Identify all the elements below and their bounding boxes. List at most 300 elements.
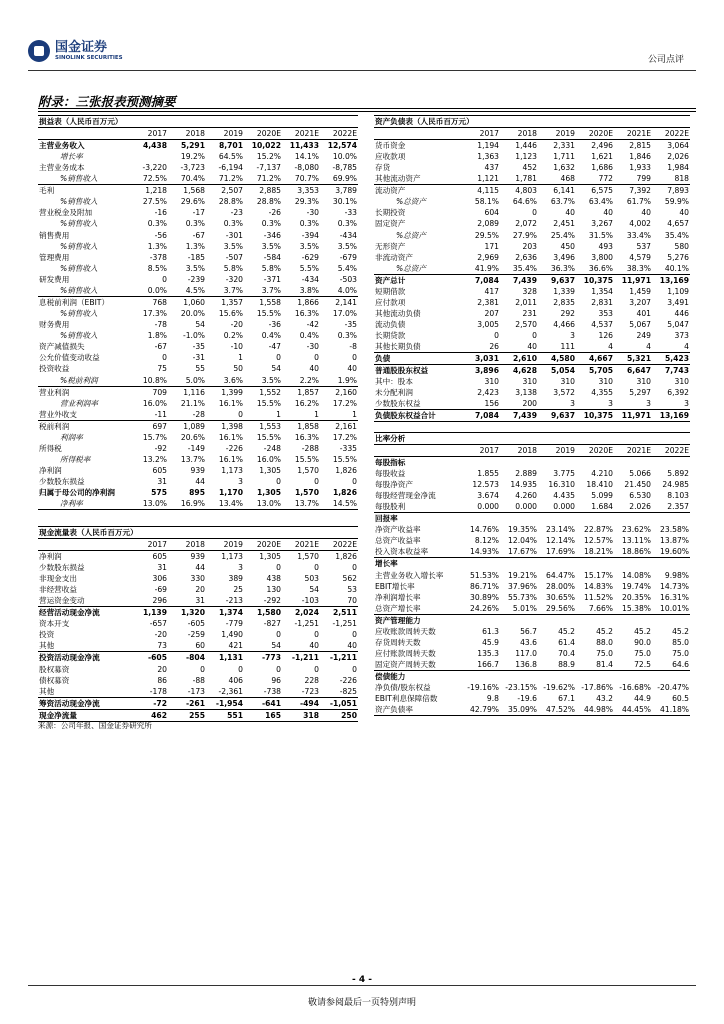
- year-header-spacer: [374, 445, 462, 457]
- value-cell: -779: [225, 619, 243, 629]
- row-label: 投入资本收益率: [375, 547, 429, 557]
- value-cell: 1,173: [221, 465, 243, 475]
- table-row: [38, 386, 358, 398]
- value-cell: 0: [314, 630, 319, 640]
- value-cell: -30: [306, 208, 319, 218]
- value-cell: 3.775: [553, 469, 575, 479]
- value-cell: 0: [276, 563, 281, 573]
- value-cell: [538, 614, 576, 626]
- year-header: 2017: [130, 128, 168, 140]
- value-cell: 0: [238, 664, 243, 674]
- value-cell: 136.8: [515, 660, 537, 670]
- value-cell: 24.985: [662, 480, 689, 490]
- value-cell: 23.58%: [660, 525, 689, 535]
- value-cell: -92: [154, 443, 167, 453]
- table-row: [374, 319, 690, 330]
- table-row: [374, 501, 690, 513]
- page-number: - 4 -: [352, 975, 372, 985]
- value-cell: 605: [152, 465, 167, 475]
- value-cell: 1,121: [477, 174, 499, 184]
- value-cell: 4.260: [515, 491, 537, 501]
- table-title: 比率分析: [374, 433, 462, 445]
- value-cell: 17.69%: [546, 547, 575, 557]
- value-cell: 15.5%: [332, 454, 357, 464]
- row-label: 净资产收益率: [375, 525, 421, 535]
- value-cell: -641: [244, 697, 282, 709]
- value-cell: 1.3%: [185, 241, 205, 251]
- value-cell: 310: [674, 377, 689, 387]
- value-cell: 0.3%: [299, 219, 319, 229]
- value-cell: 1,570: [294, 488, 319, 498]
- value-cell: 3,896: [462, 365, 500, 377]
- value-cell: 31: [157, 477, 167, 487]
- value-cell: 9.98%: [664, 570, 689, 580]
- value-cell: 18.86%: [622, 547, 651, 557]
- value-cell: -78: [154, 320, 167, 330]
- value-cell: 36.6%: [588, 263, 613, 273]
- value-cell: 1,570: [297, 552, 319, 561]
- value-cell: -629: [301, 252, 319, 262]
- value-cell: 67.1: [558, 694, 575, 704]
- value-cell: 406: [228, 675, 243, 685]
- value-cell: 4,466: [553, 320, 575, 330]
- row-label: 每股股利: [375, 502, 406, 512]
- value-cell: 37.96%: [508, 581, 537, 591]
- year-header: 2020E: [244, 128, 282, 140]
- value-cell: [576, 614, 614, 626]
- row-label: 所得税: [39, 443, 62, 453]
- value-cell: 27.9%: [512, 230, 537, 240]
- value-cell: 5,297: [629, 388, 651, 398]
- value-cell: 2.889: [515, 469, 537, 479]
- value-cell: 86.71%: [470, 581, 499, 591]
- value-cell: 11,971: [614, 410, 652, 422]
- row-label: 流动负债: [375, 320, 406, 330]
- value-cell: 1,305: [256, 488, 281, 498]
- value-cell: -679: [339, 252, 357, 262]
- value-cell: 13.0%: [244, 498, 282, 510]
- value-cell: 3.8%: [299, 285, 319, 295]
- value-cell: 5.066: [629, 469, 651, 479]
- table-row: [38, 398, 358, 409]
- value-cell: 90.0: [634, 637, 651, 647]
- value-cell: 27.5%: [142, 197, 167, 207]
- value-cell: 45.2: [634, 626, 651, 636]
- table-row: [38, 207, 358, 218]
- table-row: [38, 595, 358, 607]
- value-cell: 22.87%: [584, 525, 613, 535]
- value-cell: 1,553: [244, 420, 282, 432]
- value-cell: 12,574: [327, 141, 357, 150]
- row-label: 公允价值变动收益: [39, 353, 100, 363]
- table-row: [38, 686, 358, 698]
- value-cell: 64.5%: [218, 152, 243, 162]
- value-cell: -827: [263, 619, 281, 629]
- table-row: [38, 432, 358, 443]
- table-row: [374, 162, 690, 173]
- value-cell: 0.3%: [223, 219, 243, 229]
- table-row: [38, 420, 358, 432]
- value-cell: 166.7: [477, 660, 499, 670]
- value-cell: -773: [244, 652, 282, 664]
- table-row: [374, 614, 690, 626]
- value-cell: 1,060: [168, 296, 206, 308]
- value-cell: 562: [342, 574, 357, 584]
- value-cell: 45.2: [558, 626, 575, 636]
- value-cell: 16.1%: [218, 454, 243, 464]
- table-row: [38, 498, 358, 510]
- table-row: [374, 365, 690, 377]
- value-cell: 45.2: [672, 626, 689, 636]
- value-cell: 15.17%: [584, 570, 613, 580]
- row-label: 利润率: [60, 432, 83, 442]
- value-cell: 14.83%: [584, 581, 613, 591]
- footer-divider: [28, 985, 696, 986]
- value-cell: 1,218: [130, 185, 168, 197]
- value-cell: 2,451: [553, 219, 575, 229]
- value-cell: 14.76%: [470, 525, 499, 535]
- value-cell: 2,423: [477, 388, 499, 398]
- table-row: [374, 659, 690, 671]
- value-cell: 15.6%: [218, 308, 243, 318]
- value-cell: -825: [339, 686, 357, 696]
- value-cell: 1,866: [282, 296, 320, 308]
- value-cell: 64.47%: [546, 570, 575, 580]
- value-cell: -36: [268, 320, 281, 330]
- year-header: 2020E: [576, 445, 614, 457]
- value-cell: 604: [484, 208, 499, 218]
- value-cell: 69.9%: [332, 174, 357, 184]
- value-cell: 1,858: [282, 420, 320, 432]
- value-cell: 939: [190, 465, 205, 475]
- document-type: 公司点评: [647, 55, 684, 65]
- value-cell: -16.68%: [619, 683, 651, 693]
- header-cell: [652, 433, 690, 445]
- value-cell: 3,005: [477, 320, 499, 330]
- table-row: [374, 479, 690, 490]
- row-label: 长期贷款: [375, 331, 406, 341]
- year-header: 2019: [206, 128, 244, 140]
- value-cell: [576, 671, 614, 683]
- value-cell: 21.1%: [180, 398, 205, 408]
- year-header: 2018: [168, 539, 206, 551]
- value-cell: 1.684: [591, 502, 613, 512]
- value-cell: 64.6%: [512, 197, 537, 207]
- table-row: [374, 229, 690, 240]
- value-cell: 75: [157, 364, 167, 374]
- value-cell: 41.18%: [652, 704, 690, 716]
- value-cell: 3,789: [320, 185, 358, 197]
- table-row: [374, 490, 690, 501]
- table-row: [374, 308, 690, 319]
- row-label: 每股净资产: [375, 480, 413, 490]
- row-label: 研发费用: [39, 274, 70, 284]
- value-cell: 3.7%: [223, 285, 243, 295]
- value-cell: -28: [192, 409, 205, 419]
- table-row: [374, 569, 690, 580]
- value-cell: 5,705: [576, 365, 614, 377]
- value-cell: 1,399: [206, 386, 244, 398]
- value-cell: 2,570: [515, 320, 537, 330]
- value-cell: -67: [192, 230, 205, 240]
- value-cell: 14.935: [510, 480, 537, 490]
- value-cell: 5,291: [180, 141, 205, 150]
- value-cell: 16.1%: [218, 432, 243, 442]
- row-label: 少数股东权益: [375, 399, 421, 409]
- value-cell: 63.4%: [588, 197, 613, 207]
- value-cell: 7,743: [652, 365, 690, 377]
- row-label: 经营活动现金净流: [38, 607, 130, 619]
- value-cell: 0: [314, 563, 319, 573]
- value-cell: 799: [636, 174, 651, 184]
- value-cell: 75.0: [596, 648, 613, 658]
- row-label: %税前利润: [60, 375, 98, 385]
- value-cell: [614, 671, 652, 683]
- value-cell: 10,375: [576, 274, 614, 286]
- row-label: 应收款项: [375, 152, 406, 162]
- value-cell: -8: [349, 342, 357, 352]
- section-title: 附录：三张报表预测摘要: [38, 94, 176, 109]
- value-cell: 171: [484, 241, 499, 251]
- brand-name-cn: 国金证券: [55, 40, 108, 55]
- value-cell: 2,496: [591, 141, 613, 150]
- value-cell: 0: [532, 331, 537, 341]
- value-cell: -3,723: [180, 163, 205, 173]
- value-cell: 255: [168, 709, 206, 721]
- table-row: [38, 487, 358, 498]
- value-cell: 818: [674, 174, 689, 184]
- value-cell: 11.52%: [584, 592, 613, 602]
- value-cell: 56.7: [520, 626, 537, 636]
- value-cell: 40: [309, 364, 319, 374]
- value-cell: 4: [608, 342, 613, 352]
- table-row: [374, 704, 690, 716]
- value-cell: 310: [484, 377, 499, 387]
- value-cell: 1,686: [591, 163, 613, 173]
- value-cell: 3.7%: [261, 285, 281, 295]
- value-cell: 5.0%: [185, 375, 205, 385]
- value-cell: 85.0: [672, 637, 689, 647]
- value-cell: 60.5: [672, 694, 689, 704]
- value-cell: 64.6: [672, 660, 689, 670]
- header-cell: [538, 433, 576, 445]
- table-row: [374, 185, 690, 197]
- value-cell: 4: [684, 342, 689, 352]
- value-cell: 2,507: [206, 185, 244, 197]
- table-row: [374, 671, 690, 683]
- value-cell: 16.0%: [256, 454, 281, 464]
- value-cell: 3,267: [591, 219, 613, 229]
- value-cell: 126: [598, 331, 613, 341]
- value-cell: 1,857: [282, 386, 320, 398]
- value-cell: -239: [187, 274, 205, 284]
- value-cell: 1: [276, 409, 281, 419]
- value-cell: 1,320: [168, 607, 206, 619]
- value-cell: 35.4%: [664, 230, 689, 240]
- header-cell: [500, 116, 538, 128]
- year-header-spacer: [38, 128, 130, 140]
- value-cell: -8,785: [332, 163, 357, 173]
- value-cell: 203: [522, 241, 537, 251]
- value-cell: 1.855: [477, 469, 499, 479]
- title-rule: [38, 111, 696, 112]
- value-cell: 3: [684, 399, 689, 409]
- row-label: 其他流动资产: [375, 174, 421, 184]
- table-row: [38, 252, 358, 263]
- value-cell: 1,131: [206, 652, 244, 664]
- brand-name-en: SINOLINK SECURITIES: [55, 55, 123, 61]
- value-cell: [538, 558, 576, 570]
- row-label: 投资活动现金净流: [38, 652, 130, 664]
- value-cell: 28.00%: [546, 581, 575, 591]
- table-row: [374, 274, 690, 286]
- value-cell: 43.6: [520, 637, 537, 647]
- row-label: 主营业务成本: [39, 163, 85, 173]
- row-label: %销售收入: [60, 308, 98, 318]
- value-cell: 3,491: [667, 297, 689, 307]
- value-cell: -42: [306, 320, 319, 330]
- value-cell: 4,667: [576, 353, 614, 365]
- row-label: 固定资产周转天数: [375, 660, 436, 670]
- title-rule: [38, 108, 696, 109]
- table-row: [374, 173, 690, 185]
- value-cell: [538, 457, 576, 469]
- year-header: 2018: [168, 128, 206, 140]
- value-cell: 5.8%: [261, 263, 281, 273]
- value-cell: 21.450: [624, 480, 651, 490]
- table-row: [38, 409, 358, 421]
- value-cell: 3: [238, 477, 243, 487]
- value-cell: 70.4%: [180, 174, 205, 184]
- value-cell: -19.62%: [543, 683, 575, 693]
- table-row: [38, 352, 358, 363]
- value-cell: 768: [130, 296, 168, 308]
- value-cell: 54: [309, 585, 319, 595]
- value-cell: 8.5%: [147, 263, 167, 273]
- row-label: %总资产: [396, 197, 426, 207]
- value-cell: -56: [154, 230, 167, 240]
- value-cell: 772: [598, 174, 613, 184]
- value-cell: 19.74%: [622, 581, 651, 591]
- value-cell: 12.14%: [546, 536, 575, 546]
- value-cell: 4.5%: [185, 285, 205, 295]
- value-cell: 0: [276, 630, 281, 640]
- header-divider: [28, 70, 696, 71]
- value-cell: -434: [339, 230, 357, 240]
- table-row: [374, 398, 690, 410]
- table-row: [374, 682, 690, 693]
- value-cell: 13.2%: [142, 454, 167, 464]
- value-cell: 96: [271, 675, 281, 685]
- value-cell: 551: [206, 709, 244, 721]
- value-cell: [500, 671, 538, 683]
- value-cell: 1,568: [168, 185, 206, 197]
- row-label: 其他长期负债: [375, 342, 421, 352]
- header-cell: [538, 116, 576, 128]
- row-label: 投资收益: [39, 364, 70, 374]
- row-label: 主营业务收入: [39, 141, 85, 150]
- value-cell: 306: [152, 574, 167, 584]
- row-label: 管理费用: [39, 252, 70, 262]
- value-cell: 61.4: [558, 637, 575, 647]
- year-header: 2022E: [652, 445, 690, 457]
- value-cell: 9,637: [538, 410, 576, 422]
- value-cell: 16.0%: [142, 398, 167, 408]
- value-cell: 0.3%: [147, 219, 167, 229]
- value-cell: 75.0: [672, 648, 689, 658]
- row-label: 非现金支出: [39, 574, 77, 584]
- value-cell: 1,558: [244, 296, 282, 308]
- value-cell: 3.6%: [223, 375, 243, 385]
- value-cell: -2,361: [218, 686, 243, 696]
- table-row: [38, 229, 358, 240]
- table-row: [38, 274, 358, 285]
- value-cell: 20: [157, 664, 167, 674]
- header-cell: [576, 116, 614, 128]
- row-label: 资产总计: [374, 274, 462, 286]
- row-label: 财务费用: [39, 320, 70, 330]
- value-cell: -723: [301, 686, 319, 696]
- value-cell: -657: [149, 619, 167, 629]
- value-cell: 4,580: [538, 353, 576, 365]
- row-label: 负债: [374, 353, 462, 365]
- header-cell: [652, 116, 690, 128]
- row-label: 息税前利润（EBIT）: [38, 296, 130, 308]
- year-header: 2022E: [320, 128, 358, 140]
- value-cell: -434: [301, 274, 319, 284]
- value-cell: -30: [306, 342, 319, 352]
- value-cell: 61.7%: [626, 197, 651, 207]
- value-cell: 18.410: [586, 480, 613, 490]
- row-label: EBIT增长率: [375, 581, 415, 591]
- header-cell: [320, 527, 358, 539]
- value-cell: 1: [238, 353, 243, 363]
- value-cell: 55.73%: [508, 592, 537, 602]
- value-cell: 3,207: [629, 297, 651, 307]
- value-cell: 70.4: [558, 648, 575, 658]
- row-label: 所得税率: [60, 454, 91, 464]
- cash-flow-table: [38, 526, 358, 722]
- balance-sheet-table: [374, 115, 690, 422]
- row-label: 股权募资: [39, 664, 70, 674]
- table-row: [38, 185, 358, 197]
- value-cell: [576, 513, 614, 525]
- value-cell: 4.0%: [337, 285, 357, 295]
- year-header: 2019: [206, 539, 244, 551]
- value-cell: 0.3%: [337, 331, 357, 341]
- row-label: 资产负债率: [374, 704, 462, 716]
- row-label: 营业税金及附加: [39, 208, 93, 218]
- table-row: [374, 535, 690, 546]
- value-cell: 328: [522, 286, 537, 296]
- table-row: [38, 196, 358, 207]
- value-cell: [614, 558, 652, 570]
- value-cell: 1,781: [515, 174, 537, 184]
- value-cell: 16.1%: [218, 398, 243, 408]
- value-cell: 75.0: [634, 648, 651, 658]
- value-cell: 2,885: [244, 185, 282, 197]
- table-row: [38, 308, 358, 319]
- value-cell: [652, 457, 690, 469]
- value-cell: 249: [636, 331, 651, 341]
- row-label: 其他: [39, 686, 55, 696]
- year-header: 2018: [500, 128, 538, 140]
- row-label: 非经营收益: [39, 585, 77, 595]
- value-cell: 15.5%: [294, 454, 319, 464]
- value-cell: 130: [266, 585, 281, 595]
- value-cell: 310: [522, 377, 537, 387]
- table-title: 资产负债表（人民币百万元）: [375, 117, 474, 126]
